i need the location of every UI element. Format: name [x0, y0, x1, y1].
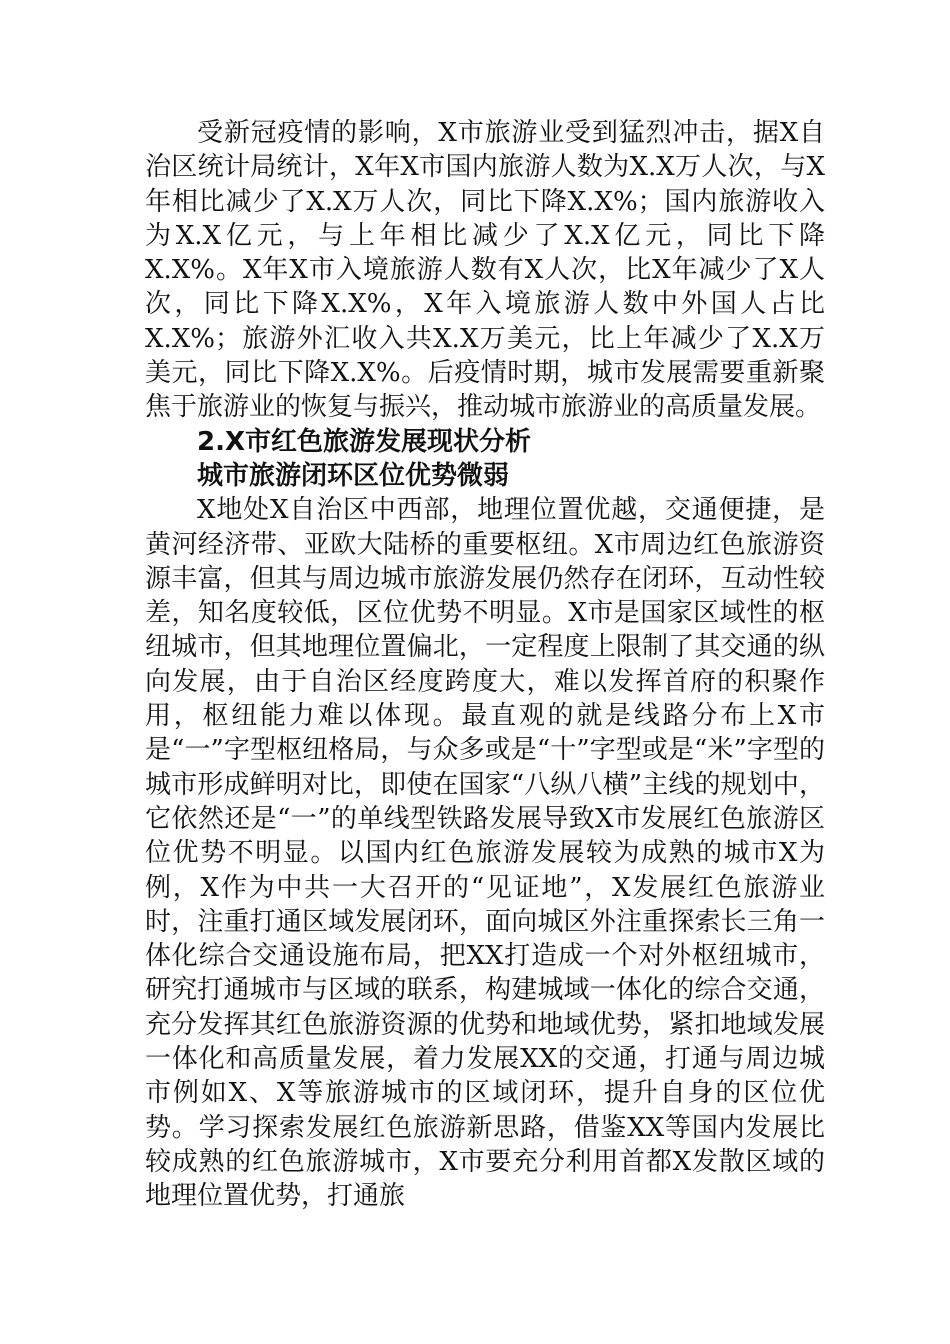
section-heading: 2.X市红色旅游发展现状分析	[197, 426, 532, 457]
paragraph-location-analysis: X地处X自治区中西部，地理位置优越，交通便捷，是黄河经济带、亚欧大陆桥的重要枢纽。X市周边红色旅游资源丰富，但其与周边城市旅游发展仍然存在闭环，互动性较差，知名度较低，区位优势不明显。X市是国家区域性的枢纽城市，但其地理位置偏北，一定程度上限制了其交通的纵向发展，由于自治区经度跨度大，难以发挥首府的积聚作用，枢纽能力难以体现。最直观的就是线路分布上X市是“一”字型枢纽格局，与众多或是“十”字型或是“米”字型的城市形成鲜明对比，即使在国家“八纵八横”主线的规划中，它依然还是“一”的单线型铁路发展导致X市发展红色旅游区位优势不明显。以国内红色旅游发展较为成熟的城市X为例，X作为中共一大召开的“见证地”，X发展红色旅游业时，注重打通区域发展闭环，面向城区外注重探索长三角一体化综合交通设施布局，把XX打造成一个对外枢纽城市，研究打通城市与区域的联系，构建城域一体化的综合交通，充分发挥其红色旅游资源的优势和地域优势，紧扣地域发展一体化和高质量发展，着力发展XX的交通，打通与周边城市例如X、X等旅游城市的区域闭环，提升自身的区位优势。学习探索发展红色旅游新思路，借鉴XX等国内发展比较成熟的红色旅游城市，X市要充分利用首都X发散区域的地理位置优势，打通旅	[145, 495, 825, 1212]
paragraph-tourism-impact: 受新冠疫情的影响，X市旅游业受到猛烈冲击，据X自治区统计局统计，X年X市国内旅游人数为X.X万人次，与X年相比减少了X.X万人次，同比下降X.X%；国内旅游收入为X.X亿元，与上年相比减少了X.X亿元，同比下降X.X%。X年X市入境旅游人数有X人次，比X年减少了X人次，同比下降X.X%，X年入境旅游人数中外国人占比X.X%；旅游外汇收入共X.X万美元，比上年减少了X.X万美元，同比下降X.X%。后疫情时期，城市发展需要重新聚焦于旅游业的恢复与振兴，推动城市旅游业的高质量发展。	[145, 118, 825, 423]
document-page	[145, 116, 825, 1214]
subsection-heading: 城市旅游闭环区位优势微弱	[197, 460, 510, 491]
